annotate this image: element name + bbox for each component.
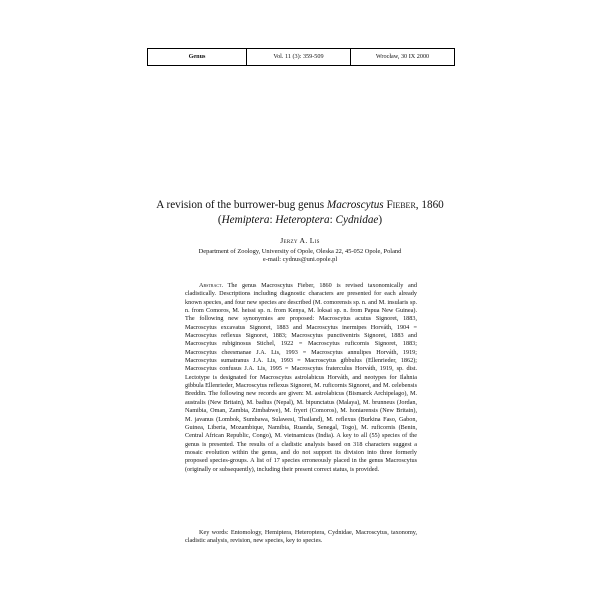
abstract-text: The genus Macroscytus Fieber, 1860 is revised taxonomically and cladistically. Descriptions including diagnostic characters are presented for each already known species, and four new species are described (M. comorensis sp. n. and M. insularis sp. n. from Comoros, M. heissi sp. n. from Kenya, M. loksai sp. n. from Papua New Guinea). The following new synonymies are proposed: Macroscytus acutus Signoret, 1883, Macroscytus excavatus Signoret, 1883 and Macroscytus inermipes Horváth, 1904 = Macroscytus reflexus Signoret, 1883; Macroscytus punctiventris Signoret, 1883 and Macroscytus rubiginosus Stichel, 1922 = Macroscytus ruficornis Signoret, 1883; Macroscytus cheesmanae J.A. Lis, 1993 = Macroscytus annulipes Horváth, 1919; Macroscytus sumatranus J.A. Lis, 1993 = Macroscytus gibbulus (Ellenrieder, 1862); Macroscytus confusus J.A. Lis, 1995 = Macroscytus fraterculus Horváth, 1919, sp. dist. Lectotype is designated for Macroscytus astrolabicus Horváth, and neotypes for Ilahnia gibbula Ellenrieder, Macroscytus reflexus Signoret, M. ruficornis Signoret, and M. celebensis Breddin. The following new records are given: M. astrolabicus (Bismarck Archipelago), M. australis (New Britain), M. badius (Nepal), M. bipunctatus (Malaya), M. brunneus (Jordan, Namibia, Oman, Zambia, Zimbabwe), M. fryeri (Comoros), M. honiarensis (New Britain), M. javanus (Lombok, Sumbawa, Sulawesi, Thailand), M. reflexus (Burkina Faso, Gabon, Guinea, Liberia, Mozambique, Namibia, Ruanda, Senegal, Togo), M. ruficornis (Benin, Central African Republic, Congo), M. vietnamicus (India). A key to all (55) species of the genus is presented. The results of a cladistic analysis based on 318 characters suggest a mosaic evolution within the genus, and do not support its division into three formerly proposed species-groups. A list of 17 species erroneously placed in the genus Macroscytus (originally or subsequently), including their present correct status, is provided.	[185, 282, 417, 473]
paper-title: A revision of the burrower-bug genus Macroscytus Fieber, 1860 (Hemiptera: Heteroptera: Cydnidae)	[156, 199, 444, 226]
keywords-text: Entomology, Hemiptera, Heteroptera, Cydnidae, Macroscytus, taxonomy, cladistic analysis, revision, new species, key to species.	[185, 529, 418, 545]
affiliation-line: Department of Zoology, University of Opole, Oleska 22, 45-052 Opole, Poland	[198, 248, 402, 255]
email-line: e-mail: cydnus@uni.opole.pl	[262, 256, 338, 264]
journal-name: Genus	[148, 49, 247, 65]
volume-pages: Vol. 11 (3): 359-509	[247, 49, 351, 65]
keywords-label: Key words:	[199, 529, 229, 536]
abstract-label: Abstract.	[199, 282, 224, 289]
place-date: Wrocław, 30 IX 2000	[375, 53, 430, 60]
abstract-paragraph	[185, 282, 417, 474]
author-name: Jerzy A. Lis	[280, 236, 320, 245]
journal-header-table	[147, 48, 455, 66]
keywords-paragraph	[185, 529, 417, 546]
author-affiliation	[150, 248, 450, 264]
